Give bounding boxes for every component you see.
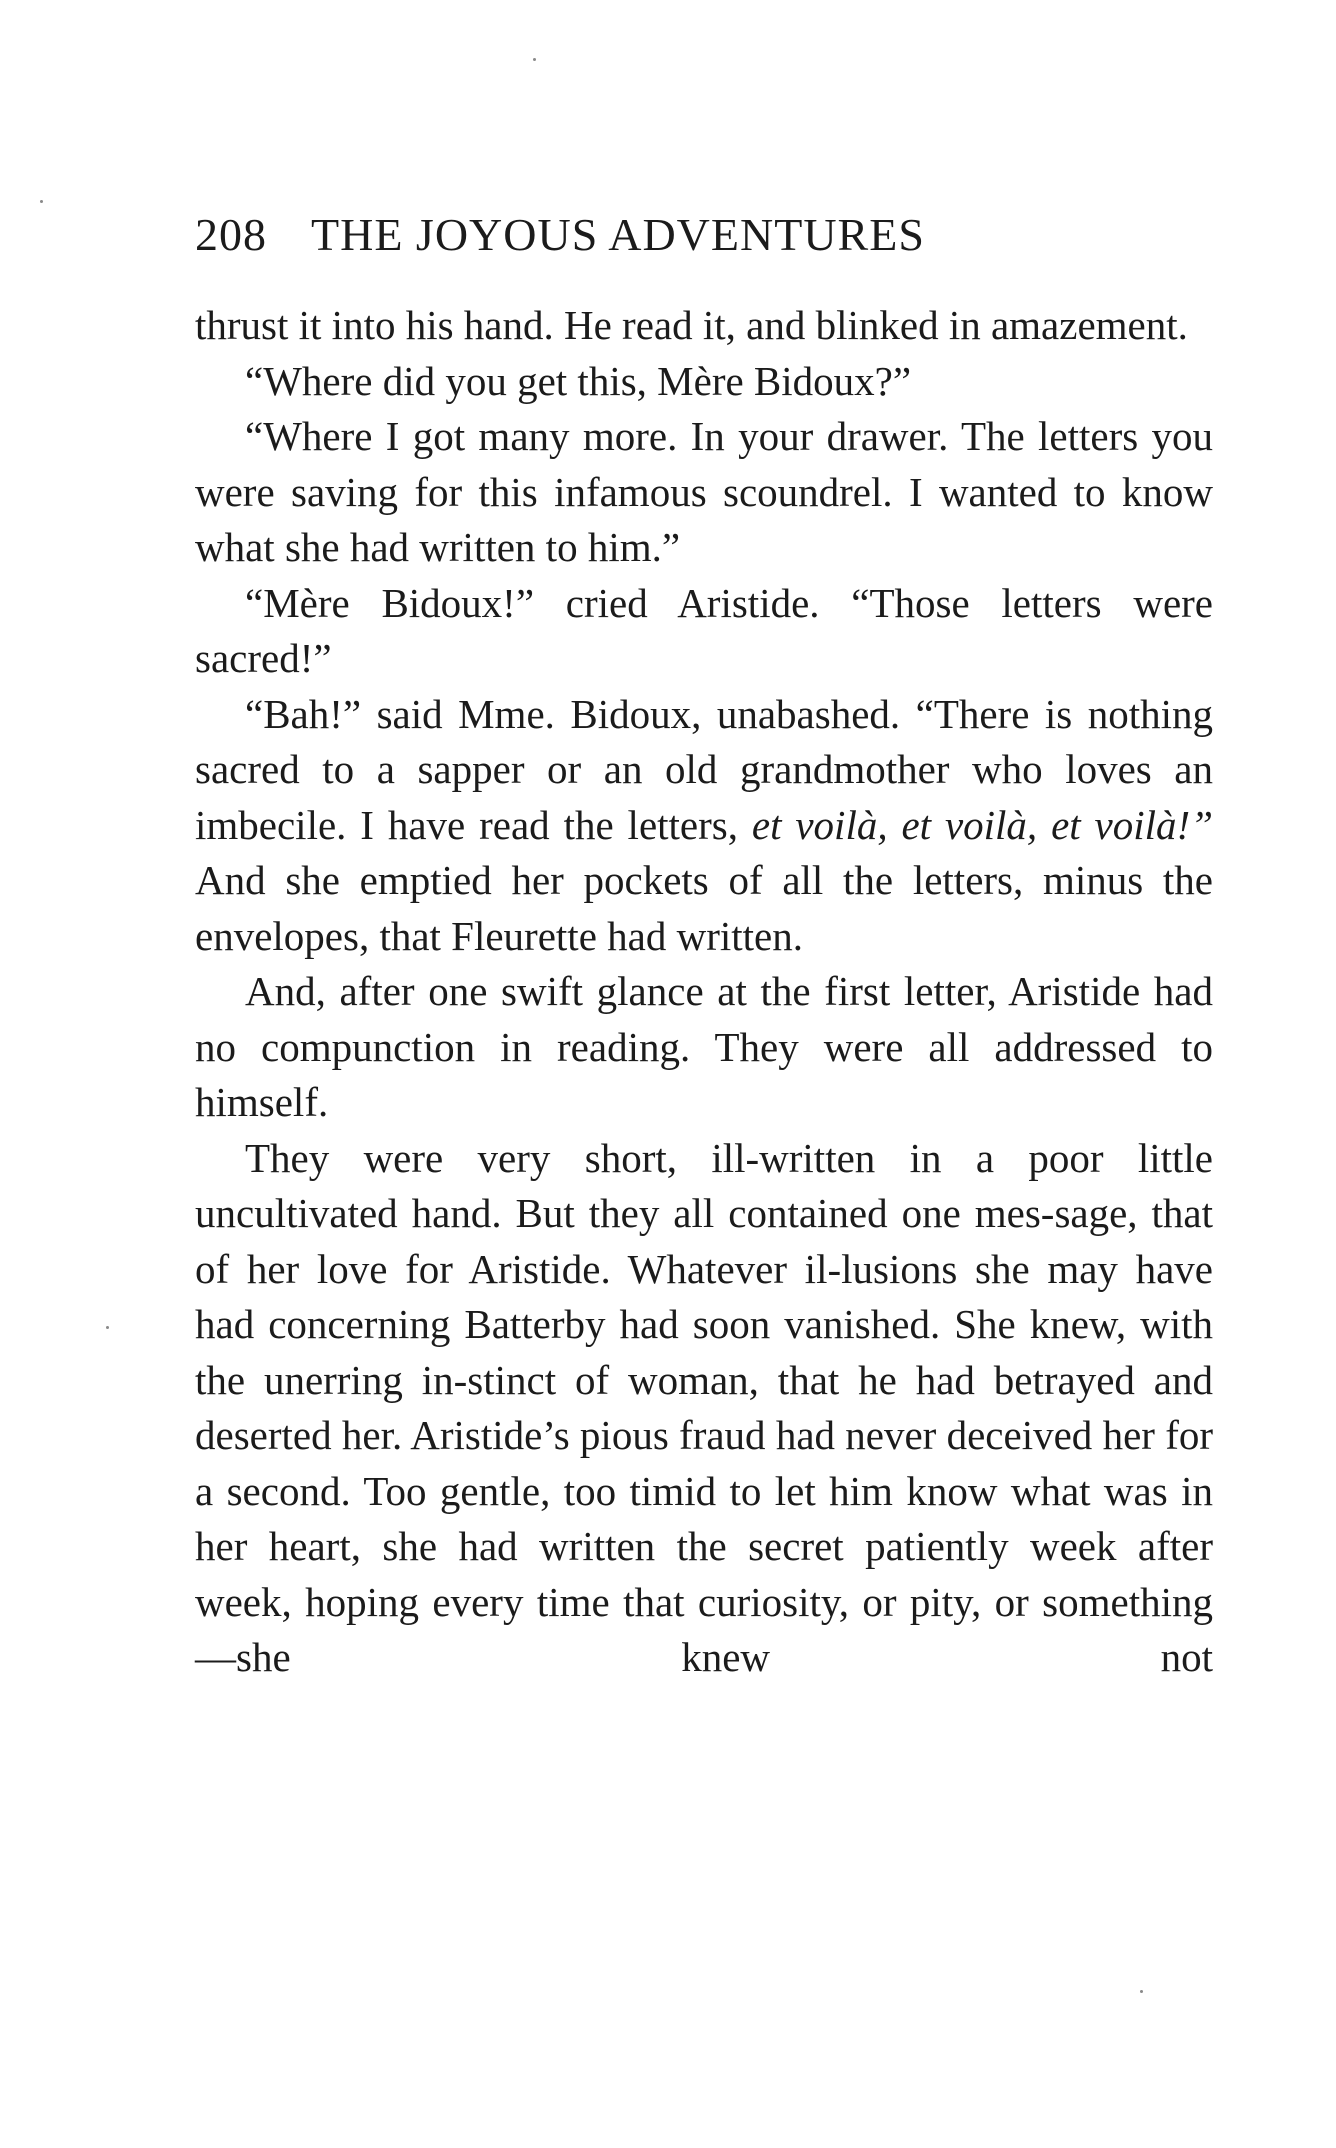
body-text xyxy=(195,298,1213,1686)
paragraph-dialogue-2: “Where I got many more. In your drawer. The letters you were saving for this infamous scoundrel. I wanted to know what she had written to him.” xyxy=(195,413,1213,570)
paragraph-dialogue-3: “Mère Bidoux!” cried Aristide. “Those letters were sacred!” xyxy=(195,579,1213,681)
scan-speck xyxy=(106,1326,109,1329)
paragraph-narration-1: And, after one swift glance at the first letter, Aristide had no compunction in reading. They were all addressed to himself. xyxy=(195,968,1213,1125)
running-header xyxy=(195,205,1215,265)
dialogue-4-main: “Bah!” said Mme. Bidoux, unabashed. “There is nothing sacred to a sapper or an old grandmother who loves an imbecile. I have read the letters, xyxy=(195,690,1213,848)
scan-speck xyxy=(533,58,536,61)
paragraph-dialogue-4 xyxy=(195,687,1213,965)
paragraph-continuation: thrust it into his hand. He read it, and blinked in amazement. xyxy=(195,302,1188,348)
paragraph-narration-2: They were very short, ill-written in a poor little uncultivated hand. But they all contained one mes-sage, that of her love for Aristide. Whatever il-lusions she may have had concerning Batterby had soon vanished. She knew, with the unerring in-stinct of woman, that he had betrayed and deserted her. Aristide’s pious fraud had never deceived her for a second. Too gentle, too timid to let him know what was in her heart, she had written the secret patiently week after week, hoping every time that curiosity, or pity, or something—she knew not xyxy=(195,1134,1213,1680)
page-number: 208 xyxy=(195,209,267,260)
scan-speck xyxy=(40,200,43,203)
dialogue-4-italic: et voilà, et voilà, et voilà!” xyxy=(751,801,1213,848)
paragraph-dialogue-1: “Where did you get this, Mère Bidoux?” xyxy=(245,357,912,404)
scan-speck xyxy=(1140,1990,1143,1993)
running-title: THE JOYOUS ADVENTURES xyxy=(311,209,925,260)
dialogue-4-tail: And she emptied her pockets of all the letters, minus the envelopes, that Fleurette had written. xyxy=(195,857,1213,959)
